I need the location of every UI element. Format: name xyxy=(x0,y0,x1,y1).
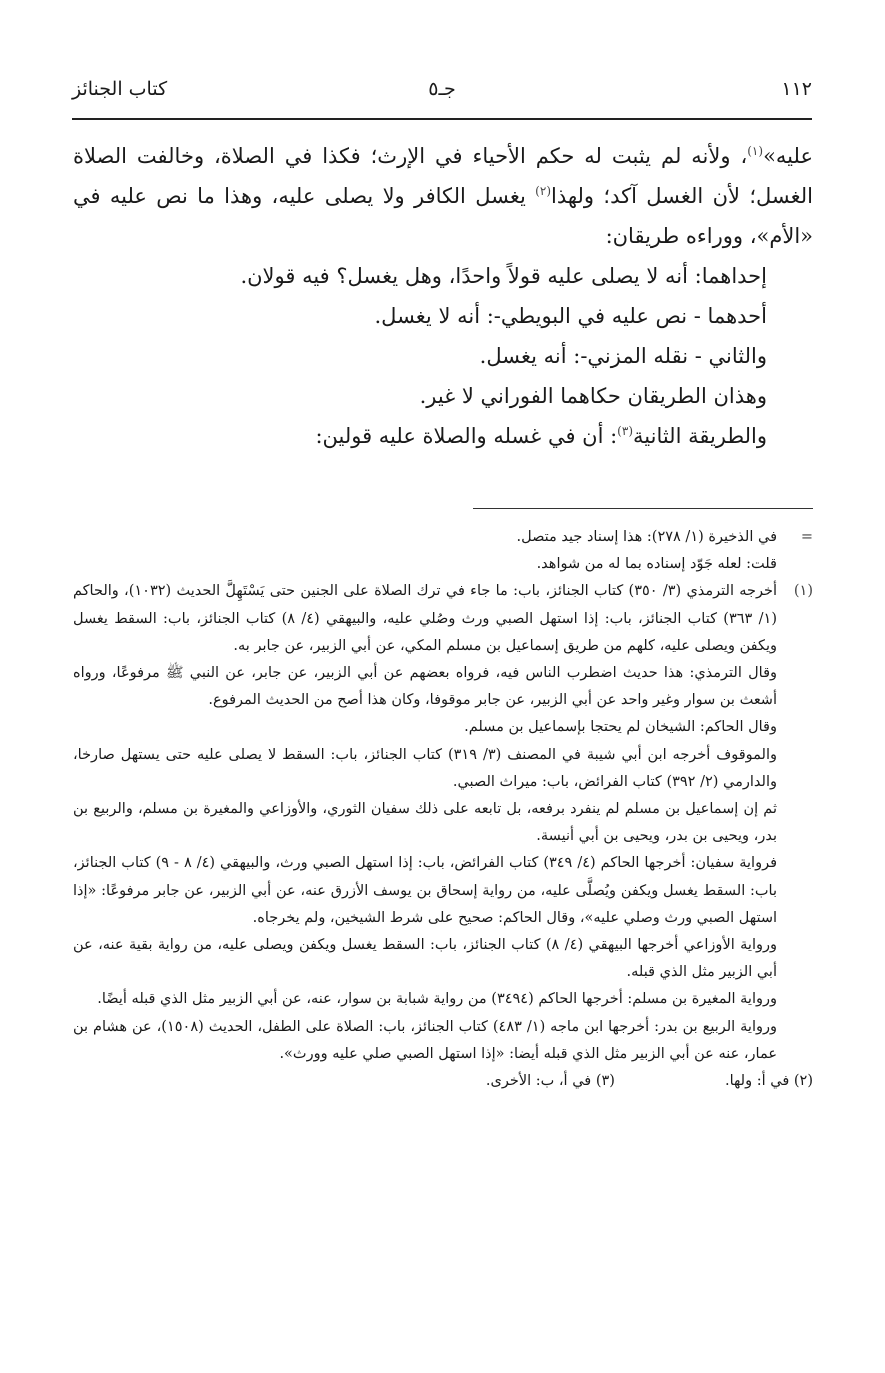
footnote-ref-3: (٣) xyxy=(617,424,633,438)
footnote-1-para-4: والموقوف أخرجه ابن أبي شيبة في المصنف (٣/ ٣١٩) كتاب الجنائز، باب: السقط لا يصلى عليه حتى يستهل صارخا، والدارمي (٢/ ٣٩٢) كتاب الفرائض، باب: ميراث الصبي. xyxy=(73,746,777,790)
footnote-3-text: في أ، ب: الأخرى. xyxy=(485,1073,592,1090)
header-divider xyxy=(72,118,812,120)
footnote-2-number: (٢) xyxy=(793,1073,813,1090)
main-text xyxy=(73,136,813,456)
footnote-1-number: (١) xyxy=(793,583,813,600)
footnote-1-para-2: وقال الترمذي: هذا حديث اضطرب الناس فيه، فرواه بعضهم عن أبي الزبير، عن جابر، عن النبي ﷺ مرفوعًا، ورواه أشعث بن سوار وغير واحد عن أبي الزبير، عن جابر موقوفا، وكان هذا أصح من الحديث المرفوع. xyxy=(73,665,777,709)
footnote-3 xyxy=(486,1068,615,1095)
footnotes-2-3 xyxy=(73,1068,813,1095)
text-line-5 xyxy=(73,416,813,456)
footnote-ref-2: (٢) xyxy=(535,184,551,198)
footnote-divider xyxy=(473,508,813,509)
footnote-2-text: في أ: ولها. xyxy=(724,1073,790,1090)
continuation-line-1: في الذخيرة (١/ ٢٧٨): هذا إسناد جيد متصل. xyxy=(516,529,777,545)
footnote-1-para-1: أخرجه الترمذي (٣/ ٣٥٠) كتاب الجنائز، باب: ما جاء في ترك الصلاة على الجنين حتى يَسْتَهِلَّ الحديث (١٠٣٢)، والحاكم (١/ ٣٦٣) كتاب الجنائز، باب: إذا استهل الصبي ورث وصُلي عليه، والبيهقي (٤/ ٨) كتاب الجنائز، باب: السقط يغسل ويكفن ويصلى عليه، كلهم من طريق إسماعيل بن مسلم المكي، عن أبي الزبير، عن جابر به. xyxy=(73,583,777,654)
footnote-3-number: (٣) xyxy=(595,1073,615,1090)
para1-middle: ، ولأنه لم يثبت له حكم الأحياء في الإرث؛ فكذا في الصلاة، وخالفت الصلاة الغسل؛ لأن الغسل آكد؛ ولهذا xyxy=(73,144,813,208)
footnote-1-para-3: وقال الحاكم: الشيخان لم يحتجا بإسماعيل بن مسلم. xyxy=(464,719,777,736)
para1-end: يغسل الكافر ولا يصلى عليه، وهذا ما نص عليه في «الأم»، ووراءه طريقان: xyxy=(73,184,813,248)
volume-label: جـ٥ xyxy=(428,78,456,100)
paragraph-1 xyxy=(73,136,813,256)
page-number: ١١٢ xyxy=(781,78,812,100)
text-line-1: إحداهما: أنه لا يصلى عليه قولاً واحدًا، وهل يغسل؟ فيه قولان. xyxy=(240,264,767,288)
footnote-1-para-8: ورواية المغيرة بن مسلم: أخرجها الحاكم (٣٤٩٤) من رواية شبابة بن سوار، عنه، عن أبي الزبير مثل الذي قبله أيضًا. xyxy=(97,991,777,1008)
continuation-marker: = xyxy=(800,529,813,545)
line5-start: والطريقة الثانية xyxy=(633,424,767,448)
line5-end: : أن في غسله والصلاة عليه قولين: xyxy=(315,424,618,448)
footnote-1-para-7: ورواية الأوزاعي أخرجها البيهقي (٤/ ٨) كتاب الجنائز، باب: السقط يغسل ويكفن ويصلى عليه، من رواية بقية عنه، عن أبي الزبير مثل الذي قبله. xyxy=(73,937,777,981)
footnote-2 xyxy=(725,1068,813,1095)
footnote-1-para-5: ثم إن إسماعيل بن مسلم لم ينفرد برفعه، بل تابعه على ذلك سفيان الثوري، والأوزاعي والمغيرة بن مسلم، والربيع بن بدر، ويحيى بن بدر، ويحيى بن أبي أنيسة. xyxy=(73,801,777,845)
footnote-1-para-9: ورواية الربيع بن بدر: أخرجها ابن ماجه (١/ ٤٨٣) كتاب الجنائز، باب: الصلاة على الطفل، الحديث (١٥٠٨)، عن هشام بن عمار، عنه عن أبي الزبير مثل الذي قبله أيضا: «إذا استهل الصبي صلي عليه وورث». xyxy=(73,1018,778,1062)
text-line-4: وهذان الطريقان حكاهما الفوراني لا غير. xyxy=(419,384,767,408)
footnote-1 xyxy=(73,578,813,660)
footnote-ref-1: (١) xyxy=(747,144,764,158)
text-line-2: أحدهما - نص عليه في البويطي-: أنه لا يغسل. xyxy=(374,304,767,328)
footnotes-section xyxy=(73,524,813,1095)
text-line-3: والثاني - نقله المزني-: أنه يغسل. xyxy=(479,344,767,368)
footnote-continuation xyxy=(73,524,813,551)
footnote-1-para-6: فرواية سفيان: أخرجها الحاكم (٤/ ٣٤٩) كتاب الفرائض، باب: إذا استهل الصبي ورث، والبيهقي (٤/ ٨ - ٩) كتاب الجنائز، باب: السقط يغسل ويكفن ويُصلَّى عليه، من رواية إسحاق بن يوسف الأزرق عنه، عن أبي الزبير، عن جابر مرفوعًا: «إذا استهل الصبي ورث وصلي عليه»، وقال الحاكم: صحيح على شرط الشيخين، ولم يخرجاه. xyxy=(73,855,778,926)
page-header xyxy=(72,78,812,112)
footnote-continuation-2: قلت: لعله جَوّد إسناده بما له من شواهد. xyxy=(536,556,777,573)
para1-start: عليه» xyxy=(763,144,813,168)
chapter-title: كتاب الجنائز xyxy=(72,78,168,100)
